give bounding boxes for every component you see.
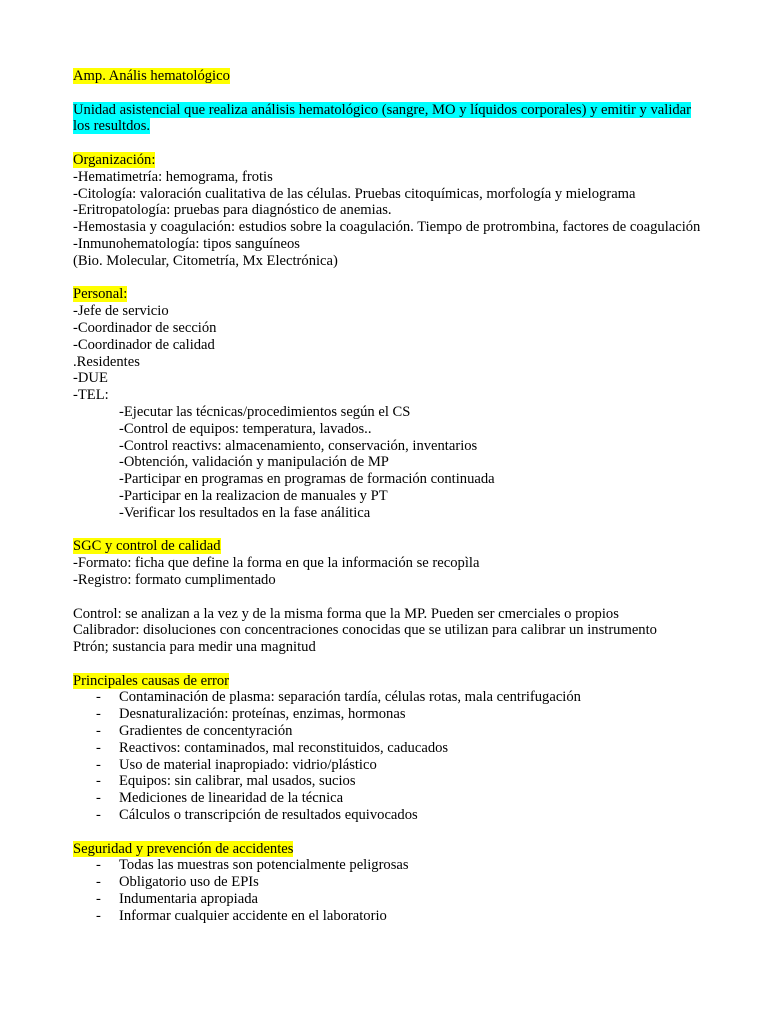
- control-definition: Ptrón; sustancia para medir una magnitud: [73, 639, 316, 656]
- control-definition: Calibrador: disoluciones con concentraciones conocidas que se utilizan para calibrar un instrumento: [73, 622, 657, 639]
- section-heading-causas: Principales causas de error: [73, 672, 230, 689]
- organizacion-item: -Hematimetría: hemograma, frotis: [73, 168, 273, 185]
- tel-task-item: -Participar en la realizacion de manuales y PT: [119, 487, 388, 504]
- list-item-text: Todas las muestras son potencialmente peligrosas: [119, 857, 409, 874]
- sgc-item: -Registro: formato cumplimentado: [73, 571, 276, 588]
- intro-paragraph: Unidad asistencial que realiza análisis hematológico (sangre, MO y líquidos corporales) y emitir y validar los resultdos.: [73, 101, 692, 135]
- list-item: [73, 790, 703, 807]
- list-item: [73, 723, 703, 740]
- section-heading-seguridad: Seguridad y prevención de accidentes: [73, 840, 294, 857]
- personal-item: -TEL:: [73, 387, 109, 404]
- document-title: Amp. Anális hematológico: [73, 68, 230, 84]
- bullet-dash: -: [96, 706, 101, 723]
- bullet-dash: -: [96, 857, 101, 874]
- personal-item: -Jefe de servicio: [73, 303, 169, 320]
- list-item-text: Cálculos o transcripción de resultados equivocados: [119, 807, 418, 824]
- bullet-dash: -: [96, 723, 101, 740]
- personal-item: -Coordinador de calidad: [73, 336, 215, 353]
- list-item-text: Mediciones de linearidad de la técnica: [119, 790, 344, 807]
- organizacion-item: (Bio. Molecular, Citometría, Mx Electrónica): [73, 252, 338, 269]
- list-item: [73, 908, 703, 925]
- bullet-dash: -: [96, 689, 101, 706]
- list-item: [73, 857, 703, 874]
- organizacion-item: -Hemostasia y coagulación: estudios sobre la coagulación. Tiempo de protrombina, factores de coagulación: [73, 219, 701, 236]
- bullet-dash: -: [96, 790, 101, 807]
- list-item: [73, 874, 703, 891]
- organizacion-item: -Eritropatología: pruebas para diagnóstico de anemias.: [73, 202, 392, 219]
- tel-task-item: -Obtención, validación y manipulación de MP: [119, 454, 389, 471]
- list-item: [73, 706, 703, 723]
- list-item-text: Uso de material inapropiado: vidrio/plástico: [119, 756, 377, 773]
- tel-task-item: -Control reactivs: almacenamiento, conservación, inventarios: [119, 437, 478, 454]
- bullet-dash: -: [96, 739, 101, 756]
- document-body: [73, 68, 703, 925]
- tel-task-item: -Verificar los resultados en la fase análitica: [119, 504, 371, 521]
- list-item-text: Gradientes de concentyración: [119, 723, 293, 740]
- section-heading-organizacion: Organización:: [73, 151, 156, 168]
- list-item-text: Desnaturalización: proteínas, enzimas, hormonas: [119, 706, 406, 723]
- section-heading-personal: Personal:: [73, 286, 128, 303]
- personal-item: .Residentes: [73, 353, 140, 370]
- personal-item: -DUE: [73, 370, 108, 387]
- control-definition: Control: se analizan a la vez y de la misma forma que la MP. Pueden ser cmerciales o propios: [73, 605, 619, 622]
- section-heading-sgc: SGC y control de calidad: [73, 538, 221, 555]
- list-item-text: Obligatorio uso de EPIs: [119, 874, 259, 891]
- bullet-dash: -: [96, 773, 101, 790]
- list-item: [73, 807, 703, 824]
- sgc-item: -Formato: ficha que define la forma en que la información se recopìla: [73, 555, 480, 572]
- list-item: [73, 891, 703, 908]
- tel-task-item: -Control de equipos: temperatura, lavados..: [119, 420, 372, 437]
- tel-task-item: -Participar en programas en programas de formación continuada: [119, 471, 495, 488]
- organizacion-item: -Inmunohematología: tipos sanguíneos: [73, 235, 300, 252]
- bullet-dash: -: [96, 756, 101, 773]
- list-item: [73, 740, 703, 757]
- bullet-dash: -: [96, 907, 101, 924]
- list-item: [73, 689, 703, 706]
- list-item-text: Equipos: sin calibrar, mal usados, sucios: [119, 773, 356, 790]
- list-item: [73, 757, 703, 774]
- bullet-dash: -: [96, 874, 101, 891]
- tel-task-item: -Ejecutar las técnicas/procedimientos según el CS: [119, 403, 411, 420]
- organizacion-item: -Citología: valoración cualitativa de las células. Pruebas citoquímicas, morfología y mielograma: [73, 185, 636, 202]
- list-item-text: Indumentaria apropiada: [119, 891, 258, 908]
- list-item-text: Reactivos: contaminados, mal reconstituidos, caducados: [119, 739, 449, 756]
- personal-item: -Coordinador de sección: [73, 319, 217, 336]
- bullet-dash: -: [96, 891, 101, 908]
- list-item-text: Informar cualquier accidente en el laboratorio: [119, 907, 387, 924]
- list-item-text: Contaminación de plasma: separación tardía, células rotas, mala centrifugación: [119, 689, 581, 706]
- bullet-dash: -: [96, 807, 101, 824]
- list-item: [73, 773, 703, 790]
